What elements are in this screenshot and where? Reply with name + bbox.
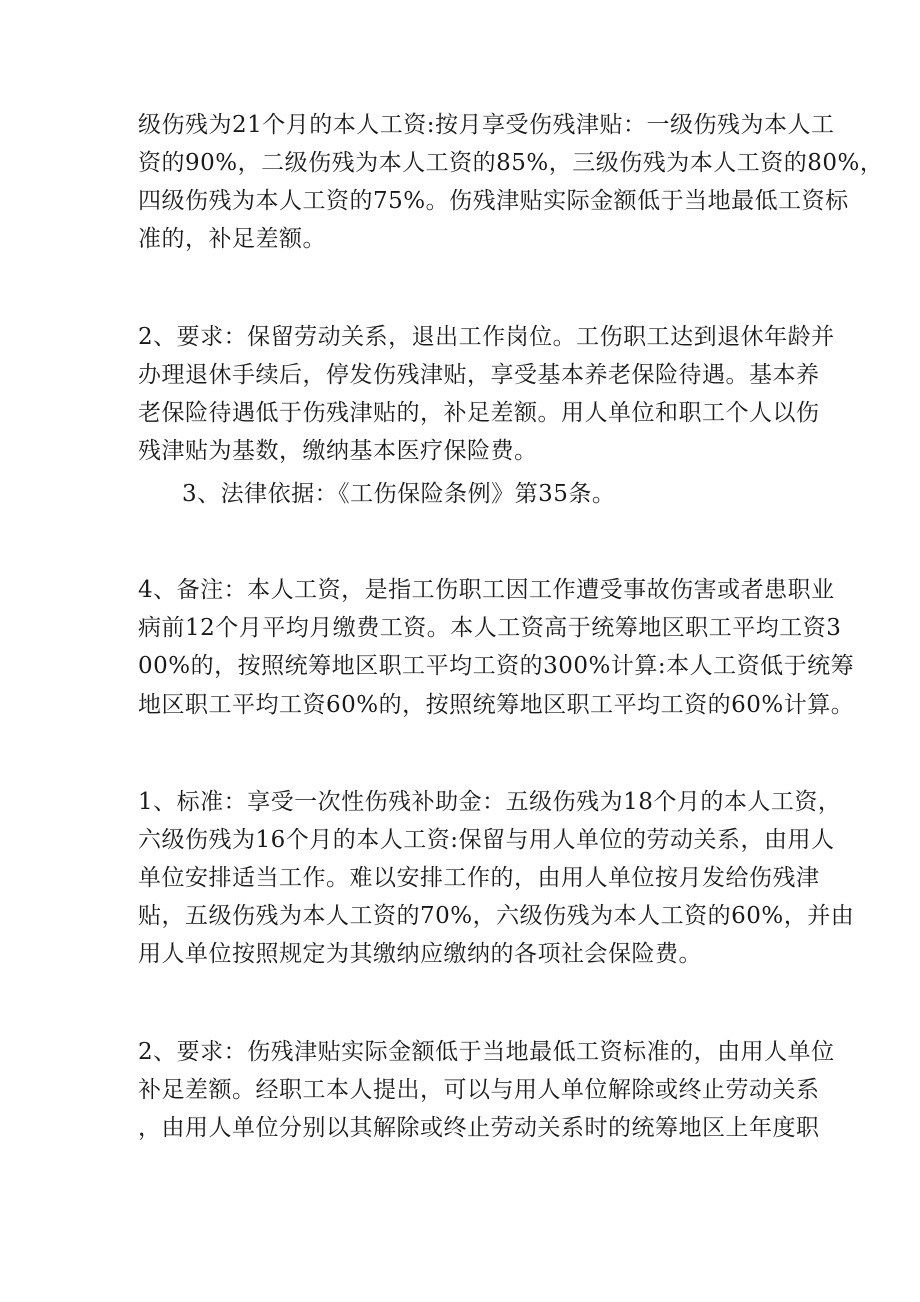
paragraph-1-line-3: 四级伤残为本人工资的75%。伤残津贴实际金额低于当地最低工资标 [138, 188, 849, 214]
paragraph-1-line-4: 准的，补足差额。 [138, 226, 326, 252]
paragraph-2-line-3: 老保险待遇低于伤残津贴的，补足差额。用人单位和职工个人以伤 [138, 400, 820, 426]
paragraph-6-line-1: 2、要求：伤残津贴实际金额低于当地最低工资标准的，由用人单位 [138, 1039, 835, 1065]
paragraph-6-line-2: 补足差额。经职工本人提出，可以与用人单位解除或终止劳动关系 [138, 1077, 820, 1103]
paragraph-1-line-2: 资的90%，二级伤残为本人工资的85%，三级伤残为本人工资的80%， [138, 150, 884, 176]
paragraph-4-line-4: 地区职工平均工资60%的，按照统筹地区职工平均工资的60%计算。 [138, 692, 855, 718]
paragraph-4-line-1: 4、备注：本人工资，是指工伤职工因工作遭受事故伤害或者患职业 [138, 577, 835, 603]
paragraph-2-line-1: 2、要求：保留劳动关系，退出工作岗位。工伤职工达到退休年龄并 [138, 324, 835, 350]
paragraph-2-line-4: 残津贴为基数，缴纳基本医疗保险费。 [138, 438, 538, 464]
paragraph-2-line-2: 办理退休手续后，停发伤残津贴，享受基本养老保险待遇。基本养 [138, 362, 820, 388]
paragraph-6-line-3: ，由用人单位分别以其解除或终止劳动关系时的统筹地区上年度职 [138, 1115, 820, 1141]
paragraph-5-line-4: 贴，五级伤残为本人工资的70%，六级伤残为本人工资的60%，并由 [138, 903, 855, 929]
paragraph-4-line-2: 病前12个月平均月缴费工资。本人工资高于统筹地区职工平均工资3 [138, 615, 842, 641]
paragraph-3-line-1: 3、法律依据：《工伤保险条例》第35条。 [182, 481, 616, 507]
paragraph-4-line-3: 00%的，按照统筹地区职工平均工资的300%计算:本人工资低于统筹 [138, 653, 855, 679]
paragraph-5-line-3: 单位安排适当工作。难以安排工作的，由用人单位按月发给伤残津 [138, 865, 820, 891]
paragraph-5-line-2: 六级伤残为16个月的本人工资:保留与用人单位的劳动关系，由用人 [138, 827, 835, 853]
paragraph-5-line-5: 用人单位按照规定为其缴纳应缴纳的各项社会保险费。 [138, 941, 702, 967]
paragraph-5-line-1: 1、标准：享受一次性伤残补助金：五级伤残为18个月的本人工资， [138, 789, 842, 815]
paragraph-1-line-1: 级伤残为21个月的本人工资:按月享受伤残津贴：一级伤残为本人工 [138, 112, 835, 138]
